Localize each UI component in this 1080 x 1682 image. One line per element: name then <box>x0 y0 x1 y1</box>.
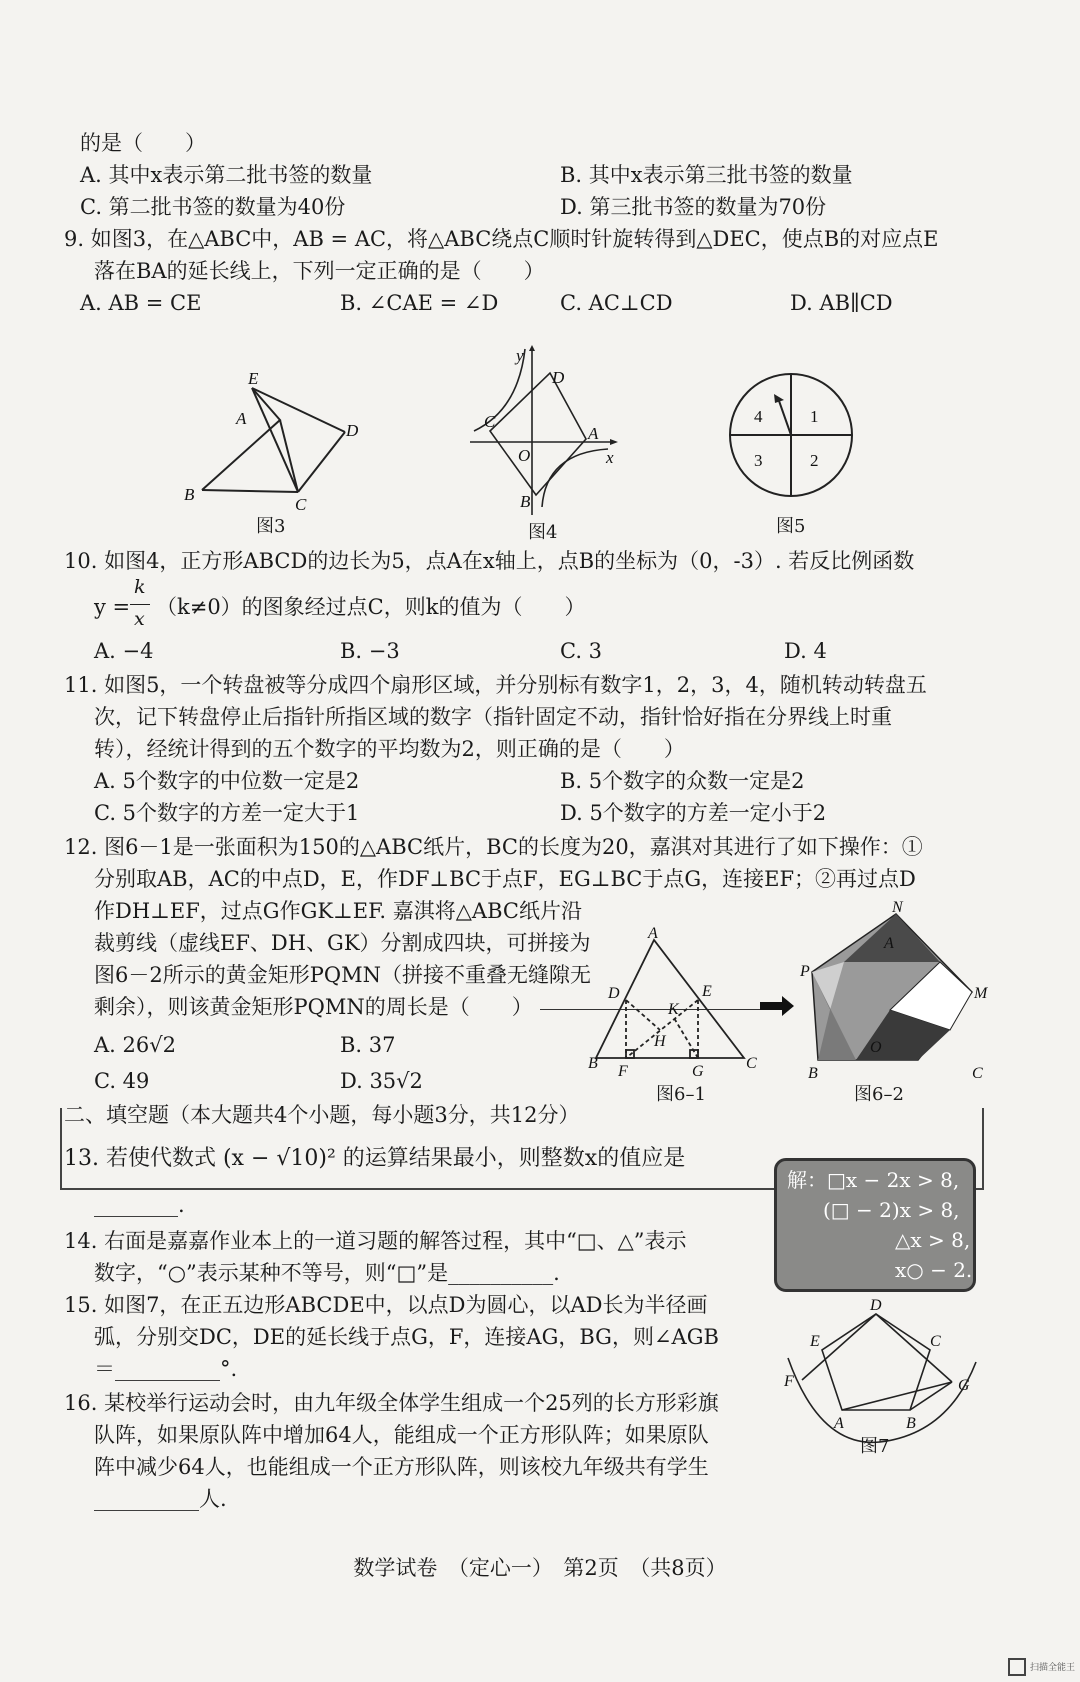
q8-option-b: B. 其中x表示第三批书签的数量 <box>560 163 853 187</box>
fig5-sector-2: 2 <box>810 451 819 470</box>
q13-blank: ________. <box>94 1193 185 1217</box>
fig4-label-x: x <box>606 448 614 467</box>
fig3-label-c: C <box>295 495 307 514</box>
q15-stem-line3: ＝__________°. <box>94 1357 238 1381</box>
fig7-label-c: C <box>930 1333 941 1350</box>
q10-func-numerator: k <box>134 576 146 598</box>
fig3-label-b: B <box>184 485 195 504</box>
q12-stem-line4: 裁剪线（虚线EF、DH、GK）分割成四块，可拼接为 <box>94 931 591 955</box>
q16-stem-line2: 队阵，如果原队阵中增加64人，能组成一个正方形队阵；如果原队 <box>94 1423 709 1447</box>
fig5-sector-3: 3 <box>754 451 763 470</box>
q9-option-d: D. AB∥CD <box>790 291 893 315</box>
fig61-label-b: B <box>588 1055 598 1072</box>
q9-stem-line1: 9. 如图3，在△ABC中，AB = AC，将△ABC绕点C顺时针旋转得到△DEC，使点B的对应点E <box>64 227 939 251</box>
q10-stem-line2: （k≠0）的图象经过点C，则k的值为（ ） <box>156 595 586 619</box>
q10-stem-line1: 10. 如图4，正方形ABCD的边长为5，点A在x轴上，点B的坐标为（0，-3）. 若反比例函数 <box>64 549 915 573</box>
figure-4 <box>460 345 620 525</box>
fig5-sector-4: 4 <box>754 407 763 426</box>
q10-option-c: C. 3 <box>560 639 603 663</box>
q12-option-d: D. 35√2 <box>340 1069 423 1093</box>
figure-7-caption: 图7 <box>860 1436 890 1457</box>
q10-func-y: y = <box>94 595 131 619</box>
q12-option-a: A. 26√2 <box>94 1033 176 1057</box>
fig61-label-k: K <box>668 1001 679 1018</box>
q8-option-c: C. 第二批书签的数量为40份 <box>80 195 346 219</box>
q9-stem-line2: 落在BA的延长线上，下列一定正确的是（ ） <box>94 259 545 283</box>
q12-stem-line1: 12. 图6－1是一张面积为150的△ABC纸片，BC的长度为20，嘉淇对其进行了如下操作：① <box>64 835 923 859</box>
figure-6-2 <box>800 900 990 1080</box>
q13-stem-line1: 13. 若使代数式 (x − √10)² 的运算结果最小，则整数x的值应是 <box>64 1146 686 1171</box>
q12-option-c: C. 49 <box>94 1069 150 1093</box>
figure-6-1 <box>588 925 768 1080</box>
figure-3 <box>180 369 370 520</box>
q16-stem-line4: __________人. <box>94 1487 227 1511</box>
homework-solution-box <box>774 1158 976 1292</box>
fig4-label-c: C <box>484 412 496 431</box>
q12-stem-line5: 图6－2所示的黄金矩形PQMN（拼接不重叠无缝隙无 <box>94 963 591 987</box>
q15-stem-line1: 15. 如图7，在正五边形ABCDE中，以点D为圆心，以AD长为半径画 <box>64 1293 708 1317</box>
q12-stem-line2: 分别取AB，AC的中点D，E，作DF⊥BC于点F，EG⊥BC于点G，连接EF；②再过点D <box>94 867 916 891</box>
fig62-label-c: C <box>972 1065 983 1082</box>
solution-line-2: (□ − 2)x > 8, <box>823 1198 960 1222</box>
q9-option-c: C. AC⊥CD <box>560 291 673 315</box>
q10-option-a: A. −4 <box>94 639 154 663</box>
q8-option-a: A. 其中x表示第二批书签的数量 <box>80 163 373 187</box>
figure-5-caption: 图5 <box>776 516 806 537</box>
q16-stem-line1: 16. 某校举行运动会时，由九年级全体学生组成一个25列的长方形彩旗 <box>64 1391 719 1415</box>
fig61-label-e: E <box>702 983 712 1000</box>
fig7-label-e: E <box>810 1333 820 1350</box>
figure-3-caption: 图3 <box>256 516 286 537</box>
fig61-label-c: C <box>746 1055 757 1072</box>
q11-option-b: B. 5个数字的众数一定是2 <box>560 769 805 793</box>
section-2-heading: 二、填空题（本大题共4个小题，每小题3分，共12分） <box>64 1103 580 1127</box>
fig3-label-d: D <box>346 421 359 440</box>
q9-option-a: A. AB = CE <box>80 291 202 315</box>
fig4-label-o: O <box>518 446 531 465</box>
fig4-label-b: B <box>520 492 531 511</box>
fig5-sector-1: 1 <box>810 407 819 426</box>
figure-7 <box>780 1298 980 1448</box>
q12-option-b: B. 37 <box>340 1033 396 1057</box>
q9-option-b: B. ∠CAE = ∠D <box>340 291 499 315</box>
fig62-label-m: M <box>974 985 988 1002</box>
q11-stem-line3: 转），经统计得到的五个数字的平均数为2，则正确的是（ ） <box>94 737 685 761</box>
fig61-label-a: A <box>648 925 658 942</box>
fig61-label-f: F <box>618 1063 628 1080</box>
qr-code-icon <box>1008 1658 1026 1676</box>
scanner-watermark: 扫描全能王 <box>1030 1663 1076 1673</box>
solution-line-4: x○ − 2. <box>895 1258 973 1282</box>
solution-line-1: 解：□x − 2x > 8, <box>787 1168 960 1192</box>
q8-stem-tail: 的是（ ） <box>80 131 206 155</box>
fig4-label-d: D <box>552 368 565 387</box>
fig62-label-p: P <box>800 963 810 980</box>
figure-5-spinner <box>726 370 856 500</box>
q12-stem-line6: 剩余），则该黄金矩形PQMN的周长是（ ） <box>94 995 533 1019</box>
fig7-label-f: F <box>784 1373 794 1390</box>
q15-stem-line2: 弧，分别交DC，DE的延长线于点G，F，连接AG，BG，则∠AGB <box>94 1325 719 1349</box>
fig7-label-d: D <box>870 1297 882 1314</box>
fig61-label-g: G <box>692 1063 704 1080</box>
fig4-label-y: y <box>516 346 524 365</box>
figure-6-1-caption: 图6–1 <box>656 1084 706 1105</box>
q16-stem-line3: 阵中减少64人，也能组成一个正方形队阵，则该校九年级共有学生 <box>94 1455 709 1479</box>
right-arrow-icon <box>760 996 796 1016</box>
q12-stem-line3: 作DH⊥EF，过点G作GK⊥EF. 嘉淇将△ABC纸片沿 <box>94 899 582 923</box>
q8-option-d: D. 第三批书签的数量为70份 <box>560 195 827 219</box>
q11-option-c: C. 5个数字的方差一定大于1 <box>94 801 360 825</box>
fig62-label-a: A <box>884 935 894 952</box>
q10-option-d: D. 4 <box>784 639 827 663</box>
q10-option-b: B. −3 <box>340 639 400 663</box>
fig3-label-a: A <box>236 409 247 428</box>
fig62-label-b: B <box>808 1065 818 1082</box>
fig61-label-d: D <box>608 985 620 1002</box>
fig7-label-b: B <box>906 1415 916 1432</box>
q14-stem-line1: 14. 右面是嘉嘉作业本上的一道习题的解答过程，其中“□、△”表示 <box>64 1229 687 1253</box>
figure-6-2-caption: 图6–2 <box>854 1084 904 1105</box>
q11-option-d: D. 5个数字的方差一定小于2 <box>560 801 827 825</box>
page-footer: 数学试卷 （定心一） 第2页 （共8页） <box>353 1556 727 1580</box>
fig7-label-a: A <box>834 1415 844 1432</box>
q11-stem-line1: 11. 如图5，一个转盘被等分成四个扇形区域，并分别标有数字1，2，3，4，随机转动转盘五 <box>64 673 927 697</box>
figure-4-caption: 图4 <box>528 522 558 543</box>
solution-line-3: △x > 8, <box>895 1228 971 1252</box>
fig61-label-h: H <box>654 1033 666 1050</box>
fig7-label-g: G <box>958 1377 970 1394</box>
fig62-label-n: N <box>892 899 903 916</box>
q11-stem-line2: 次，记下转盘停止后指针所指区域的数字（指针固定不动，指针恰好指在分界线上时重 <box>94 705 892 729</box>
fig62-label-o: O <box>870 1039 882 1056</box>
q10-func-denominator: x <box>134 608 145 630</box>
fig4-label-a: A <box>588 424 599 443</box>
fig3-label-e: E <box>248 369 259 388</box>
q11-option-a: A. 5个数字的中位数一定是2 <box>94 769 360 793</box>
q14-stem-line2: 数字，“○”表示某种不等号，则“□”是__________. <box>94 1261 560 1285</box>
